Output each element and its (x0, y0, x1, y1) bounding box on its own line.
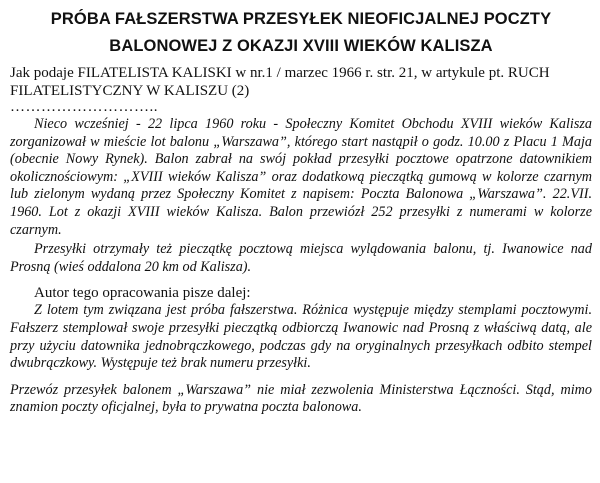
intro-citation: Jak podaje FILATELISTA KALISKI w nr.1 / marzec 1966 r. str. 21, w artykule pt. RUCH FILATELISTYCZNY W KALISZU (2) (10, 65, 550, 99)
paragraph-landing-postmark: Przesyłki otrzymały też pieczątkę pocztową miejsca wylądowania balonu, tj. Iwanowice nad Prosną (wieś oddalona 20 km od Kalisza). (10, 241, 592, 275)
document-title-line-2: BALONOWEJ Z OKAZJI XVIII WIEKÓW KALISZA (109, 37, 493, 55)
paragraph-forgery-attempt: Z lotem tym związana jest próba fałszerstwa. Różnica występuje między stemplami pocztowymi. Fałszerz stemplował swoje przesyłki pieczątką odbiorczą Iwanowic nad Prosną z właściwą datą, ale przy użyciu datownika jednobrączkowego, podczas gdy na oryginalnych przesyłkach odbito stempel dwubrączkowy. Występuje też brak numeru przesyłki. (10, 302, 592, 372)
dotted-separator: ……………………….. (10, 99, 158, 115)
paragraph-private-mail-conclusion: Przewóz przesyłek balonem „Warszawa” nie miał zezwolenia Ministerstwa Łączności. Stąd, mimo znamion poczty oficjalnej, była to prywatna poczta balonowa. (10, 381, 592, 416)
document-title-line-1: PRÓBA FAŁSZERSTWA PRZESYŁEK NIEOFICJALNEJ POCZTY (50, 10, 552, 28)
author-note: Autor tego opracowania pisze dalej: (34, 285, 251, 302)
paragraph-balloon-flight: Nieco wcześniej - 22 lipca 1960 roku - Społeczny Komitet Obchodu XVIII wieków Kalisza zorganizował w mieście lot balonu „Warszawa”, którego start nastąpił o godz. 10.00 z Placu 1 Maja (obecnie Nowy Rynek). Balon zabrał na swój pokład przesyłki pocztowe opatrzone datownikiem okolicznościowym: „XVIII wieków Kalisza” oraz dodatkową pieczątką gumową w kolorze czarnym lub zielonym wydaną przez Społeczny Komitet z napisem: Poczta Balonowa „Warszawa”. 22.VII. 1960. Lot z okazji XVIII wieków Kalisza. Balon przewiózł 252 przesyłki z numerami w kolorze czarnym. (10, 116, 592, 238)
